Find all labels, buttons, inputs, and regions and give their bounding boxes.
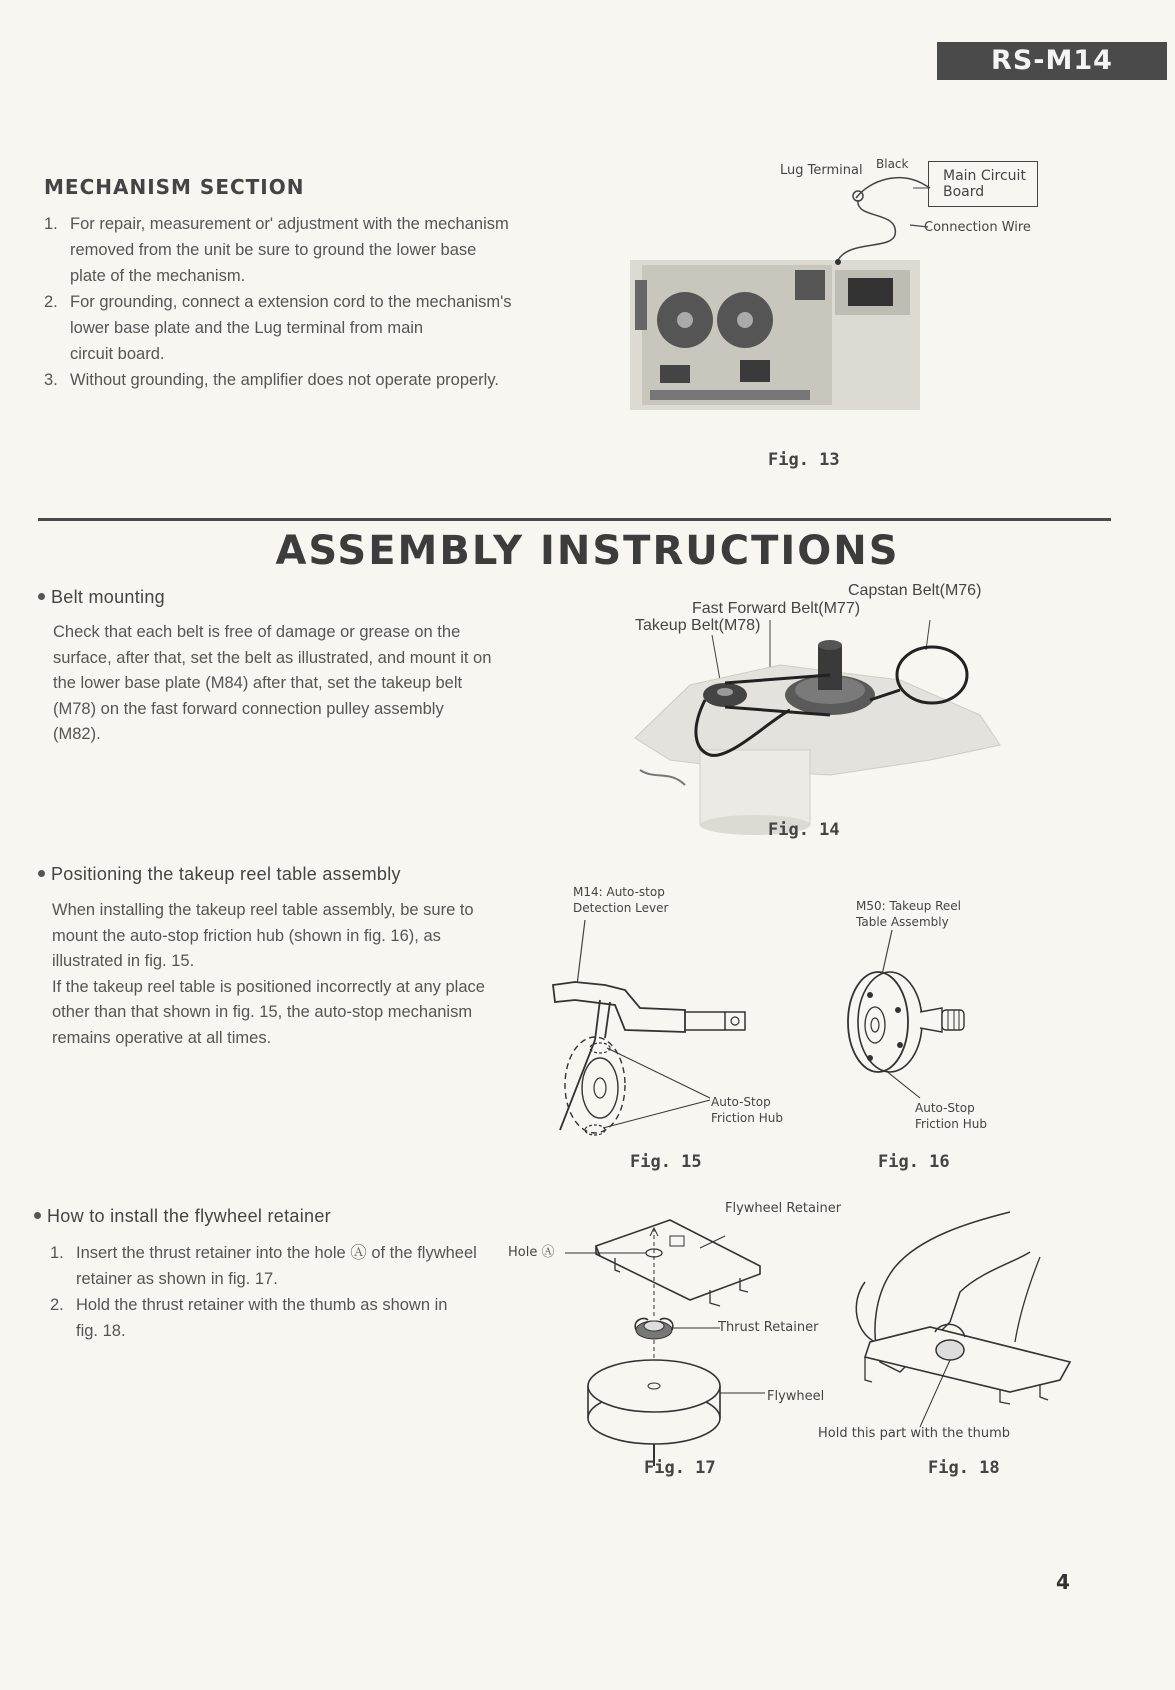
fig13-label: Fig. 13 xyxy=(768,450,840,470)
fig17-thrust-retainer-label: Thrust Retainer xyxy=(718,1320,819,1335)
fig15-lever-label xyxy=(573,884,668,916)
text-line: surface, after that, set the belt as illustrated, and mount it on xyxy=(53,648,492,667)
fig13-connection-wire-label: Connection Wire xyxy=(924,220,1031,235)
fig16-reel-illustration xyxy=(830,930,990,1110)
bullet-icon xyxy=(38,870,45,877)
fig14-label: Fig. 14 xyxy=(768,820,840,840)
fig16-assembly-label xyxy=(856,898,961,930)
fig14-capstan-belt-label: Capstan Belt(M76) xyxy=(848,582,982,599)
item-line: plate of the mechanism. xyxy=(70,267,246,285)
item-line: Hold the thrust retainer with the thumb as shown in xyxy=(76,1296,448,1314)
flywheel-item-1 xyxy=(50,1240,500,1292)
text-line: the lower base plate (M84) after that, set the takeup belt xyxy=(53,674,463,692)
item-line: lower base plate and the Lug terminal from main xyxy=(70,319,424,337)
mechanism-section-title: MECHANISM SECTION xyxy=(44,175,305,199)
item-line: removed from the unit be sure to ground the lower base xyxy=(70,241,477,259)
fig14-belt-illustration xyxy=(630,620,1010,840)
flywheel-heading xyxy=(34,1206,331,1227)
fig13-lug-terminal-label: Lug Terminal xyxy=(780,163,863,178)
bullet-icon xyxy=(38,593,45,600)
fig14-fast-forward-belt-label: Fast Forward Belt(M77) xyxy=(692,600,861,617)
item-number: 1. xyxy=(44,215,58,233)
mechanism-list xyxy=(44,211,544,393)
text-line: remains operative at all times. xyxy=(52,1028,272,1047)
text-line: When installing the takeup reel table assembly, be sure to xyxy=(52,901,474,919)
flywheel-list xyxy=(50,1240,500,1344)
mechanism-item-3 xyxy=(44,367,544,393)
takeup-reel-text xyxy=(52,898,512,1051)
item-line: retainer as shown in fig. 17. xyxy=(76,1270,278,1288)
text-line: Check that each belt is free of damage or grease on the xyxy=(53,623,461,641)
item-number: 2. xyxy=(44,293,58,311)
fig14-takeup-belt-label: Takeup Belt(M78) xyxy=(635,617,761,634)
label-line: Table Assembly xyxy=(856,915,949,929)
fig17-flywheel-retainer-label: Flywheel Retainer xyxy=(725,1201,842,1216)
fig13-black-label: Black xyxy=(876,157,909,171)
label-line: M50: Takeup Reel xyxy=(856,899,962,913)
text-line: (M78) on the fast forward connection pulley assembly xyxy=(53,699,444,718)
item-line: Insert the thrust retainer into the hole Ⓐ of the flywheel xyxy=(76,1244,477,1262)
text-line: other than that shown in fig. 15, the auto-stop mechanism xyxy=(52,1003,473,1021)
label-line: M14: Auto-stop xyxy=(573,885,665,899)
heading-text: How to install the flywheel retainer xyxy=(47,1206,331,1226)
label-line: Friction Hub xyxy=(711,1111,783,1125)
fig18-label: Fig. 18 xyxy=(928,1458,1000,1478)
label-line: Auto-Stop xyxy=(711,1095,771,1109)
fig17-flywheel-illustration xyxy=(560,1208,780,1468)
label-line: Auto-Stop xyxy=(915,1101,975,1115)
text-line: If the takeup reel table is positioned incorrectly at any place xyxy=(52,977,485,996)
item-line: fig. 18. xyxy=(76,1322,126,1340)
item-number: 2. xyxy=(50,1296,64,1314)
fig17-flywheel-label: Flywheel xyxy=(767,1389,825,1404)
fig13-board-line: Board xyxy=(943,184,985,200)
fig15-label: Fig. 15 xyxy=(630,1152,702,1172)
fig16-label: Fig. 16 xyxy=(878,1152,950,1172)
fig13-board-line: Main Circuit xyxy=(943,168,1026,184)
belt-mounting-heading xyxy=(38,587,165,608)
fig15-lever-illustration xyxy=(545,920,755,1140)
label-line: Detection Lever xyxy=(573,901,669,915)
item-line: Without grounding, the amplifier does not operate properly. xyxy=(70,371,499,389)
item-line: circuit board. xyxy=(70,345,165,363)
mechanism-item-1 xyxy=(44,211,544,289)
fig17-hole-label: Hole Ⓐ xyxy=(508,1245,555,1260)
text-line: illustrated in fig. 15. xyxy=(52,952,195,970)
item-number: 1. xyxy=(50,1244,64,1262)
mechanism-item-2 xyxy=(44,289,544,367)
model-badge: RS-M14 xyxy=(937,42,1167,80)
takeup-reel-heading xyxy=(38,864,401,885)
fig13-mechanism-illustration xyxy=(620,150,1040,430)
page-number: 4 xyxy=(1056,1570,1070,1594)
text-line: mount the auto-stop friction hub (shown in fig. 16), as xyxy=(52,926,441,945)
item-line: For grounding, connect a extension cord to the mechanism's xyxy=(70,293,512,311)
heading-text: Belt mounting xyxy=(51,587,165,607)
section-divider xyxy=(38,518,1111,521)
item-number: 3. xyxy=(44,371,58,389)
fig17-label: Fig. 17 xyxy=(644,1458,716,1478)
heading-text: Positioning the takeup reel table assembly xyxy=(51,864,401,884)
fig18-hand-illustration xyxy=(840,1212,1090,1412)
label-line: Friction Hub xyxy=(915,1117,987,1131)
assembly-instructions-title: ASSEMBLY INSTRUCTIONS xyxy=(275,528,900,574)
item-line: For repair, measurement or' adjustment with the mechanism xyxy=(70,215,509,233)
fig18-hold-label: Hold this part with the thumb xyxy=(818,1426,1011,1441)
bullet-icon xyxy=(34,1212,41,1219)
text-line: (M82). xyxy=(53,725,101,743)
flywheel-item-2 xyxy=(50,1292,500,1344)
belt-mounting-text xyxy=(53,620,513,748)
